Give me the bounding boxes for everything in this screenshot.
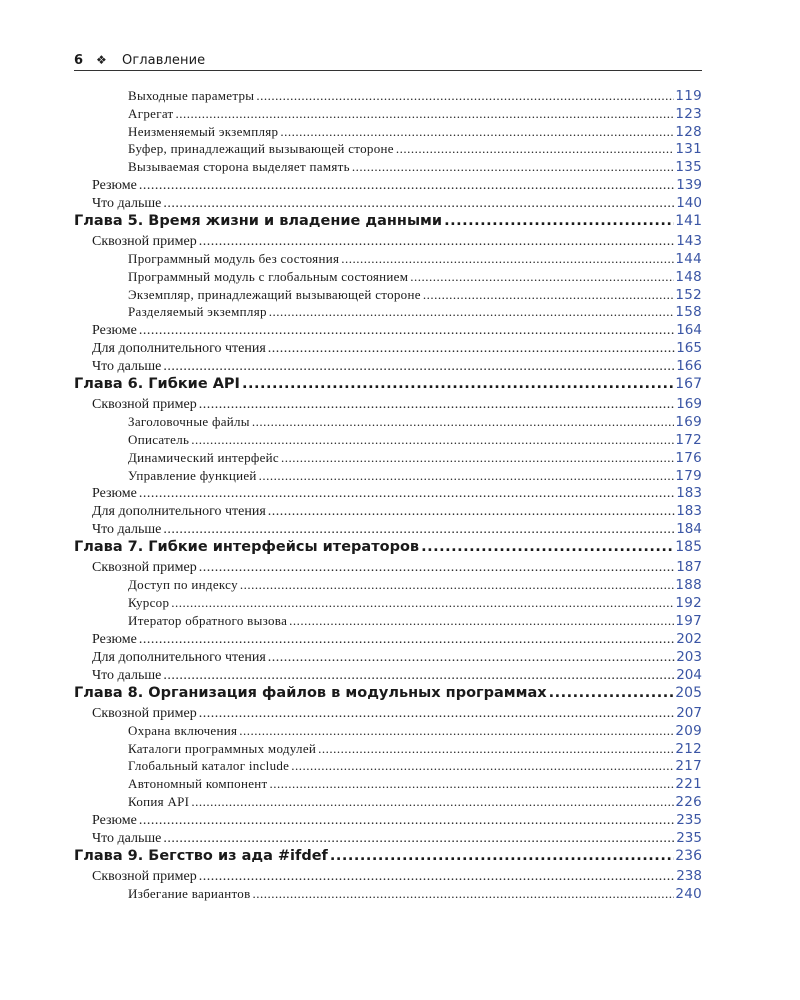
toc-chapter-entry[interactable] [74, 213, 702, 233]
toc-dot-leader [163, 196, 675, 212]
toc-dot-leader [268, 341, 675, 357]
toc-subsection-entry[interactable] [74, 432, 702, 450]
toc-page-number: 176 [675, 449, 702, 466]
toc-dot-leader [239, 723, 674, 739]
toc-page-number: 140 [676, 194, 702, 211]
toc-dot-leader [281, 450, 674, 466]
toc-page-number: 205 [675, 684, 702, 701]
toc-dot-leader [176, 106, 675, 122]
toc-chapter-entry[interactable] [74, 539, 702, 559]
toc-entry-title: Буфер, принадлежащий вызывающей стороне [128, 141, 394, 157]
toc-entry-title: Резюме [92, 486, 137, 502]
toc-entry-title: Резюме [92, 812, 137, 828]
toc-entry-title: Для дополнительного чтения [92, 649, 266, 665]
toc-entry-title: Доступ по индексу [128, 577, 238, 593]
toc-subsection-entry[interactable] [74, 741, 702, 759]
toc-page-number: 212 [675, 740, 702, 757]
toc-subsection-entry[interactable] [74, 468, 702, 486]
toc-dot-leader [549, 685, 675, 701]
toc-entry-title: Что дальше [92, 522, 162, 538]
toc-entry-title: Заголовочные файлы [128, 414, 250, 430]
toc-section-entry[interactable] [74, 705, 702, 723]
toc-page-number: 135 [675, 159, 702, 176]
toc-chapter-entry[interactable] [74, 376, 702, 396]
toc-entry-title: Разделяемый экземпляр [128, 304, 267, 320]
toc-entry-title: Глава 7. Гибкие интерфейсы итераторов [74, 539, 420, 556]
toc-entry-title: Глава 5. Время жизни и владение данными [74, 212, 443, 229]
toc-page-number: 172 [675, 431, 702, 448]
toc-dot-leader [139, 178, 675, 194]
toc-page-number: 131 [675, 141, 702, 158]
toc-page-number: 169 [676, 396, 702, 413]
toc-dot-leader [199, 706, 675, 722]
toc-subsection-entry[interactable] [74, 776, 702, 794]
table-of-contents [74, 88, 702, 904]
toc-dot-leader [199, 234, 675, 250]
toc-subsection-entry[interactable] [74, 613, 702, 631]
toc-page-number: 204 [676, 666, 702, 683]
toc-entry-title: Неизменяемый экземпляр [128, 123, 279, 139]
toc-page-number: 128 [675, 123, 702, 140]
toc-entry-title: Для дополнительного чтения [92, 341, 266, 357]
toc-dot-leader [171, 595, 674, 611]
toc-page-number: 148 [675, 268, 702, 285]
toc-dot-leader [256, 88, 674, 104]
toc-section-entry[interactable] [74, 396, 702, 414]
toc-entry-title: Вызываемая сторона выделяет память [128, 159, 350, 175]
toc-page-number: 183 [676, 485, 702, 502]
toc-entry-title: Что дальше [92, 667, 162, 683]
toc-subsection-entry[interactable] [74, 141, 702, 159]
toc-entry-title: Сквозной пример [92, 705, 197, 721]
toc-dot-leader [444, 213, 674, 229]
toc-dot-leader [318, 741, 674, 757]
toc-page-number: 197 [675, 612, 702, 629]
toc-dot-leader [330, 848, 674, 864]
toc-subsection-entry[interactable] [74, 159, 702, 177]
toc-entry-title: Что дальше [92, 830, 162, 846]
toc-dot-leader [410, 269, 674, 285]
toc-entry-title: Программный модуль без состояния [128, 250, 340, 266]
toc-entry-title: Сквозной пример [92, 560, 197, 576]
toc-page-number: 221 [675, 776, 702, 793]
toc-section-entry[interactable] [74, 812, 702, 830]
toc-entry-title: Автономный компонент [128, 776, 268, 792]
toc-page-number: 119 [675, 88, 702, 104]
toc-dot-leader [280, 124, 674, 140]
toc-section-entry[interactable] [74, 830, 702, 848]
toc-chapter-entry[interactable] [74, 685, 702, 705]
toc-dot-leader [253, 886, 675, 902]
toc-dot-leader [199, 397, 675, 413]
toc-dot-leader [139, 486, 675, 502]
toc-entry-title: Программный модуль с глобальным состоянием [128, 268, 409, 284]
toc-page-number: 209 [675, 722, 702, 739]
toc-page-number: 187 [676, 559, 702, 576]
toc-dot-leader [268, 504, 675, 520]
toc-subsection-entry[interactable] [74, 794, 702, 812]
toc-dot-leader [252, 414, 674, 430]
toc-dot-leader [139, 632, 675, 648]
toc-section-entry[interactable] [74, 649, 702, 667]
toc-dot-leader [163, 359, 675, 375]
toc-subsection-entry[interactable] [74, 88, 702, 106]
toc-subsection-entry[interactable] [74, 287, 702, 305]
toc-subsection-entry[interactable] [74, 723, 702, 741]
toc-entry-title: Что дальше [92, 359, 162, 375]
toc-section-entry[interactable] [74, 503, 702, 521]
toc-entry-title: Итератор обратного вызова [128, 612, 288, 628]
toc-page-number: 188 [675, 577, 702, 594]
toc-dot-leader [423, 287, 675, 303]
toc-page-number: 240 [675, 885, 702, 902]
toc-section-entry[interactable] [74, 559, 702, 577]
toc-entry-title: Сквозной пример [92, 868, 197, 884]
toc-dot-leader [341, 251, 674, 267]
toc-section-entry[interactable] [74, 233, 702, 251]
toc-entry-title: Курсор [128, 595, 170, 611]
toc-entry-title: Каталоги программных модулей [128, 740, 317, 756]
toc-section-entry[interactable] [74, 631, 702, 649]
toc-entry-title: Глава 9. Бегство из ада #ifdef [74, 847, 328, 864]
toc-dot-leader [242, 376, 674, 392]
toc-subsection-entry[interactable] [74, 124, 702, 142]
toc-dot-leader [199, 869, 675, 885]
toc-page-number: 179 [675, 467, 702, 484]
toc-page-number: 235 [676, 829, 702, 846]
toc-dot-leader [191, 794, 674, 810]
toc-dot-leader [139, 323, 675, 339]
toc-section-entry[interactable] [74, 667, 702, 685]
toc-section-entry[interactable] [74, 195, 702, 213]
toc-dot-leader [289, 613, 674, 629]
toc-page-number: 207 [676, 704, 702, 721]
toc-dot-leader [199, 560, 675, 576]
toc-subsection-entry[interactable] [74, 450, 702, 468]
toc-subsection-entry[interactable] [74, 886, 702, 904]
toc-dot-leader [268, 650, 675, 666]
toc-entry-title: Избегание вариантов [128, 885, 251, 901]
toc-dot-leader [240, 577, 674, 593]
page-header [74, 50, 702, 71]
toc-section-entry[interactable] [74, 358, 702, 376]
toc-entry-title: Глава 8. Организация файлов в модульных программах [74, 684, 547, 701]
toc-subsection-entry[interactable] [74, 414, 702, 432]
toc-entry-title: Охрана включения [128, 722, 238, 738]
toc-entry-title: Глобальный каталог include [128, 758, 290, 774]
toc-subsection-entry[interactable] [74, 595, 702, 613]
toc-dot-leader [269, 304, 675, 320]
toc-page-number: 217 [675, 758, 702, 775]
toc-page-number: 238 [676, 867, 702, 884]
toc-entry-title: Резюме [92, 631, 137, 647]
toc-page-number: 166 [676, 358, 702, 375]
toc-entry-title: Для дополнительного чтения [92, 504, 266, 520]
toc-page-number: 139 [676, 176, 702, 193]
toc-page-number: 235 [676, 811, 702, 828]
toc-entry-title: Управление функцией [128, 467, 257, 483]
toc-dot-leader [421, 539, 674, 555]
toc-section-entry[interactable] [74, 340, 702, 358]
toc-dot-leader [163, 668, 675, 684]
toc-dot-leader [291, 758, 674, 774]
toc-entry-title: Динамический интерфейс [128, 449, 280, 465]
toc-section-entry[interactable] [74, 322, 702, 340]
toc-page-number: 167 [675, 376, 702, 393]
toc-page-number: 183 [676, 503, 702, 520]
toc-dot-leader [259, 468, 675, 484]
toc-entry-title: Резюме [92, 323, 137, 339]
toc-page-number: 226 [675, 793, 702, 810]
toc-entry-title: Сквозной пример [92, 233, 197, 249]
toc-chapter-entry[interactable] [74, 848, 702, 868]
toc-subsection-entry[interactable] [74, 304, 702, 322]
toc-dot-leader [270, 776, 675, 792]
toc-section-entry[interactable] [74, 485, 702, 503]
toc-entry-title: Резюме [92, 177, 137, 193]
toc-dot-leader [139, 813, 675, 829]
toc-subsection-entry[interactable] [74, 758, 702, 776]
toc-page-number: 164 [676, 322, 702, 339]
toc-subsection-entry[interactable] [74, 577, 702, 595]
toc-page-number: 152 [675, 286, 702, 303]
toc-page-number: 192 [675, 595, 702, 612]
toc-page-number: 169 [675, 414, 702, 431]
running-title: Оглавление [122, 52, 206, 68]
toc-entry-title: Описатель [128, 431, 190, 447]
toc-page-number: 123 [675, 105, 702, 122]
toc-page-number: 141 [675, 212, 702, 229]
toc-entry-title: Сквозной пример [92, 397, 197, 413]
toc-entry-title: Выходные параметры [128, 88, 255, 103]
toc-dot-leader [352, 159, 674, 175]
toc-page-number: 185 [675, 539, 702, 556]
toc-section-entry[interactable] [74, 868, 702, 886]
toc-dot-leader [163, 522, 675, 538]
toc-page-number: 236 [675, 847, 702, 864]
toc-section-entry[interactable] [74, 177, 702, 195]
toc-subsection-entry[interactable] [74, 106, 702, 124]
toc-entry-title: Агрегат [128, 105, 174, 121]
toc-entry-title: Что дальше [92, 195, 162, 211]
ornament-diamond-icon: ❖ [96, 53, 107, 67]
page-number: 6 [74, 52, 84, 68]
toc-entry-title: Экземпляр, принадлежащий вызывающей стороне [128, 286, 421, 302]
toc-dot-leader [191, 432, 674, 448]
toc-page-number: 202 [676, 630, 702, 647]
toc-page-number: 144 [675, 250, 702, 267]
toc-entry-title: Глава 6. Гибкие API [74, 376, 240, 393]
toc-subsection-entry[interactable] [74, 269, 702, 287]
toc-page-number: 203 [676, 648, 702, 665]
toc-page-number: 165 [676, 340, 702, 357]
toc-entry-title: Копия API [128, 793, 190, 809]
toc-page-number: 143 [676, 232, 702, 249]
toc-dot-leader [396, 141, 674, 157]
toc-dot-leader [163, 831, 675, 847]
toc-subsection-entry[interactable] [74, 251, 702, 269]
toc-section-entry[interactable] [74, 521, 702, 539]
toc-page-number: 158 [675, 304, 702, 321]
toc-page-number: 184 [676, 521, 702, 538]
